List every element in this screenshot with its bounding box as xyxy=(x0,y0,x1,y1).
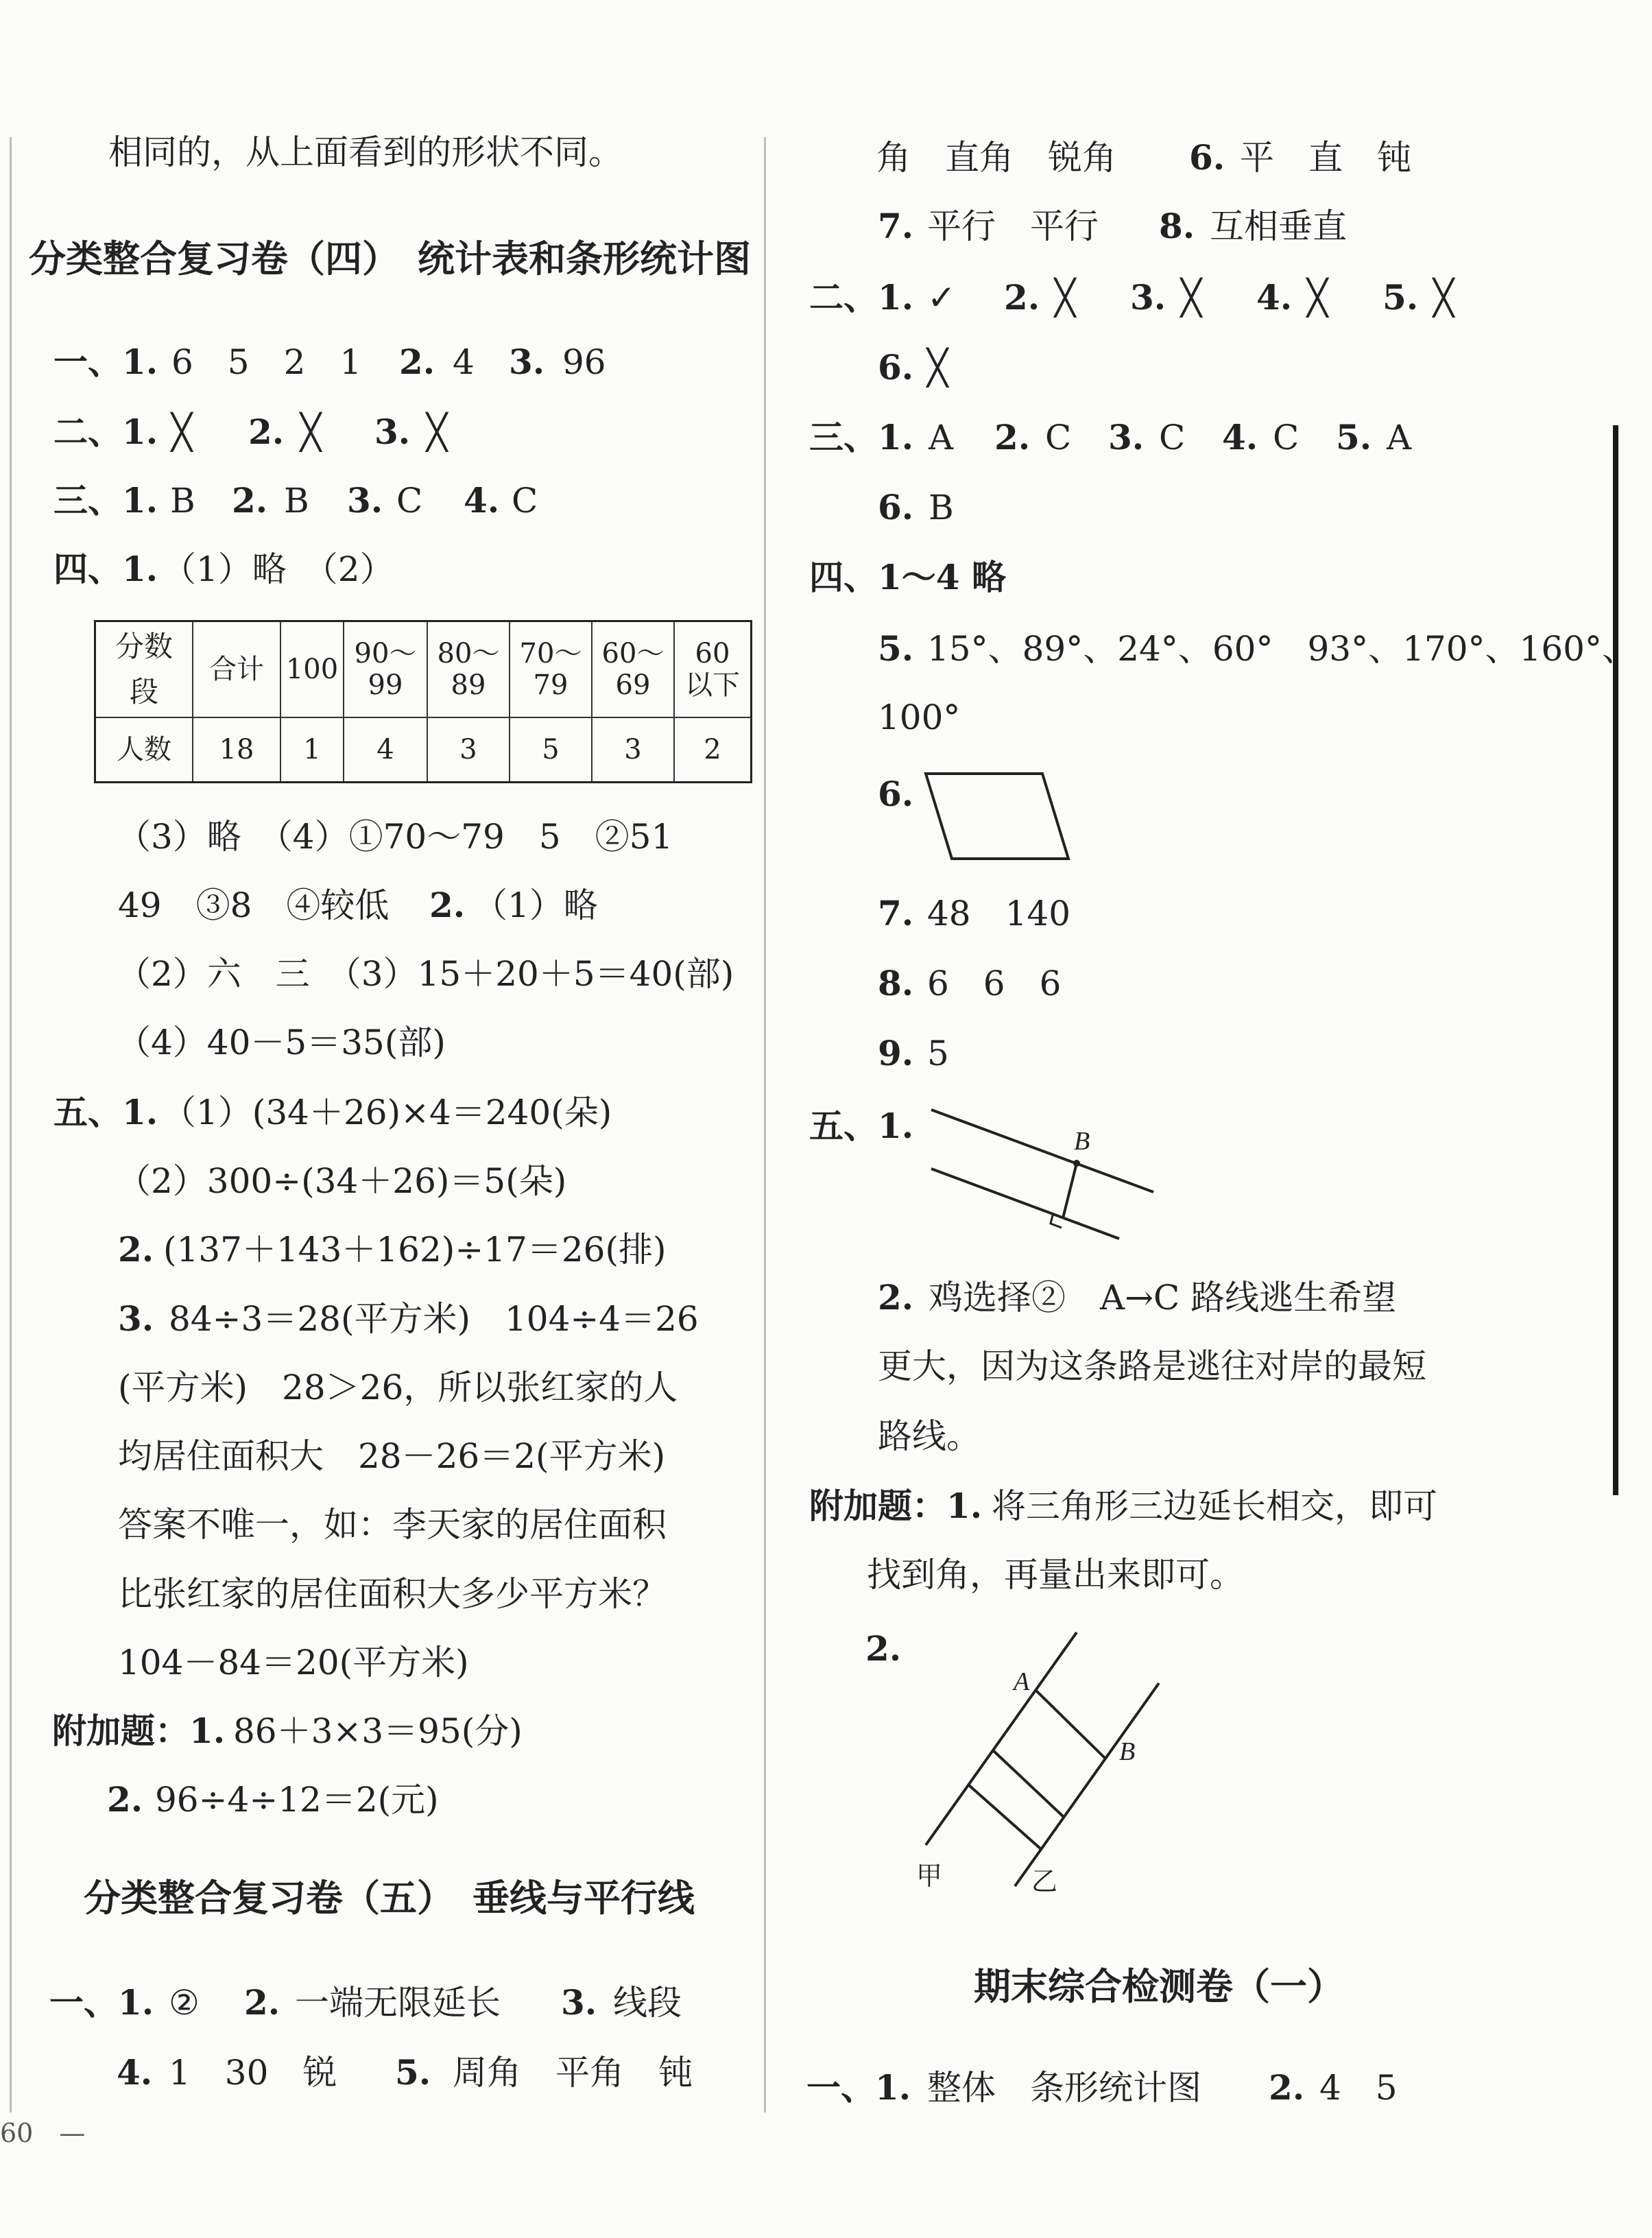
question-number: 五、1. xyxy=(809,1106,914,1146)
check-mark-icon: ✓ xyxy=(927,278,956,318)
question-number: 3. xyxy=(118,1298,154,1339)
section-heading-4: 分类整合复习卷（四） 统计表和条形统计图 xyxy=(29,237,751,281)
binding-edge-shadow xyxy=(1613,425,1618,1495)
question-number: 2. xyxy=(865,1628,902,1669)
question-number: 3. xyxy=(374,412,411,452)
line-label-yi: 乙 xyxy=(1031,1868,1058,1896)
wrong-mark-icon: ╳ xyxy=(300,412,322,452)
question-number: 5. xyxy=(1336,417,1372,457)
answer-text: 100° xyxy=(878,698,961,737)
answer-text: A xyxy=(1387,418,1412,457)
question-number: 2. xyxy=(399,342,435,382)
answer-text: 5 xyxy=(927,1034,949,1073)
answer-text: 6 6 6 xyxy=(927,964,1062,1003)
left-margin-rule xyxy=(10,137,12,2112)
parallelogram-figure xyxy=(919,768,1084,864)
question-number: 5. xyxy=(1382,277,1419,318)
table-header-cell: 60 以下 xyxy=(674,621,752,717)
wrong-mark-icon: ╳ xyxy=(1055,278,1076,318)
point-b-label: B xyxy=(1119,1737,1136,1766)
answer-text: C xyxy=(512,481,538,521)
answer-text: A xyxy=(929,418,954,457)
answer-text: 将三角形三边延长相交，即可 xyxy=(992,1486,1437,1526)
answer-text: 路线。 xyxy=(878,1416,981,1456)
question-number: 2. xyxy=(244,1982,280,2023)
table-cell: 人数 xyxy=(95,717,193,783)
question-number: 3. xyxy=(1108,417,1145,457)
question-number: 3. xyxy=(561,1982,597,2023)
question-number: 2. xyxy=(118,1229,154,1270)
question-number: 2. xyxy=(248,412,285,452)
answer-text: 4 xyxy=(453,342,475,382)
answer-text: 4 5 xyxy=(1319,2068,1398,2108)
question-number: 6. xyxy=(878,347,914,388)
question-number: 2. xyxy=(429,885,466,925)
wrong-mark-icon: ╳ xyxy=(427,412,448,452)
answer-text: 答案不唯一，如：李天家的居住面积 xyxy=(118,1505,667,1545)
question-number: 2. xyxy=(994,417,1031,457)
question-number: 8. xyxy=(878,963,914,1003)
wrong-mark-icon: ╳ xyxy=(171,412,193,452)
table-cell: 3 xyxy=(592,717,674,783)
answer-text: 鸡选择② A→C 路线逃生希望 xyxy=(929,1278,1397,1318)
answer-text: （1）略 （2） xyxy=(162,549,394,589)
answer-text: 平 直 钝 xyxy=(1240,138,1411,178)
question-number: 附加题：1. xyxy=(809,1486,983,1526)
section-heading-5: 分类整合复习卷（五） 垂线与平行线 xyxy=(84,1876,695,1920)
question-number: 2. xyxy=(232,480,268,521)
table-header-cell: 90～ 99 xyxy=(344,621,427,717)
answer-text: 104－84＝20(平方米) xyxy=(118,1643,469,1682)
column-divider xyxy=(764,137,766,2112)
question-number: 3. xyxy=(1130,277,1166,318)
answer-text: 48 140 xyxy=(927,894,1071,933)
question-number: 3. xyxy=(509,342,545,382)
answer-text: 一端无限延长 xyxy=(295,1983,501,2023)
answer-text: C xyxy=(1159,418,1186,457)
table-header-cell: 70～ 79 xyxy=(510,621,592,717)
answer-text: 找到角，再量出来即可。 xyxy=(867,1555,1244,1595)
answer-text: C xyxy=(1045,418,1072,457)
question-number: 4. xyxy=(117,2052,153,2093)
answer-text: （1）(34＋26)×4＝240(朵) xyxy=(162,1093,612,1132)
table-cell: 5 xyxy=(510,717,592,783)
answer-text: 周角 平角 钝 xyxy=(453,2053,693,2093)
score-table xyxy=(94,620,752,783)
question-number: 2. xyxy=(107,1779,143,1820)
table-header-cell: 分数段 xyxy=(95,621,193,717)
table-header-cell: 60～ 69 xyxy=(592,621,674,717)
answer-text: 互相垂直 xyxy=(1210,206,1347,246)
answer-text: （2）六 三 （3）15＋20＋5＝40(部) xyxy=(117,954,734,994)
section-heading-final-exam: 期末综合检测卷（一） xyxy=(974,1964,1344,2008)
question-number: 4. xyxy=(1222,417,1258,457)
question-number: 附加题：1. xyxy=(52,1711,226,1751)
answer-text: 1 30 锐 xyxy=(169,2053,337,2093)
answer-text: （3）略 （4）①70～79 5 ②51 xyxy=(117,817,673,857)
answer-text: C xyxy=(396,481,423,521)
answer-text: 96 xyxy=(562,342,606,382)
question-number: 一、1. xyxy=(49,1982,154,2023)
question-number: 一、1. xyxy=(806,2067,911,2108)
question-number: 3. xyxy=(347,480,383,521)
answer-text: ② xyxy=(169,1983,200,2023)
answer-text: 6 5 2 1 xyxy=(171,342,362,382)
question-number: 8. xyxy=(1159,206,1195,246)
answer-text: 均居住面积大 28－26＝2(平方米) xyxy=(118,1436,666,1476)
question-number: 4. xyxy=(464,480,500,521)
question-number: 三、1. xyxy=(809,417,914,457)
question-number: 5. xyxy=(878,628,914,669)
text-line: 相同的，从上面看到的形状不同。 xyxy=(108,132,623,172)
question-number: 三、1. xyxy=(53,480,158,521)
line-label-jia: 甲 xyxy=(916,1862,943,1891)
wrong-mark-icon: ╳ xyxy=(1181,278,1202,318)
answer-text: 15°、89°、24°、60° 93°、170°、160°、 xyxy=(927,629,1636,669)
wrong-mark-icon: ╳ xyxy=(927,348,948,388)
answer-text: 比张红家的居住面积大多少平方米？ xyxy=(118,1574,667,1614)
point-a-label: A xyxy=(1014,1667,1030,1696)
question-number: 4. xyxy=(1256,277,1293,318)
answer-text: 整体 条形统计图 xyxy=(927,2068,1201,2108)
answer-text: B xyxy=(929,488,954,527)
answer-text: 平行 平行 xyxy=(927,206,1099,246)
table-header-cell: 100 xyxy=(280,621,344,717)
wrong-mark-icon: ╳ xyxy=(1433,278,1455,318)
question-number: 四、1. xyxy=(53,549,158,589)
answer-text: 84÷3＝28(平方米) 104÷4＝26 xyxy=(169,1299,699,1339)
answer-text: （1）略 xyxy=(473,885,598,925)
question-number: 6. xyxy=(878,774,914,814)
question-number: 6. xyxy=(878,487,914,527)
table-cell: 1 xyxy=(280,717,344,783)
question-number: 2. xyxy=(1269,2067,1305,2108)
question-number: 二、1. xyxy=(809,277,914,318)
question-number: 7. xyxy=(878,206,914,246)
table-header-cell: 80～ 89 xyxy=(427,621,510,717)
point-b-label: B xyxy=(1074,1127,1090,1156)
page-number: 60 — xyxy=(0,2118,86,2148)
question-number: 6. xyxy=(1189,137,1225,178)
answer-text: 96÷4÷12＝2(元) xyxy=(155,1780,439,1820)
answer-text: (平方米) 28＞26，所以张红家的人 xyxy=(118,1368,678,1407)
question-number: 二、1. xyxy=(53,412,158,452)
parallel-lines-distance-figure xyxy=(926,1097,1159,1248)
table-cell: 3 xyxy=(427,717,510,783)
question-number: 2. xyxy=(878,1277,914,1318)
question-number: 5. xyxy=(395,2052,431,2093)
answer-text: (137＋143＋162)÷17＝26(排) xyxy=(163,1230,667,1270)
question-number: 2. xyxy=(1004,277,1040,318)
answer-text: C xyxy=(1273,418,1300,457)
wrong-mark-icon: ╳ xyxy=(1307,278,1328,318)
answer-text: （2）300÷(34＋26)＝5(朵) xyxy=(117,1161,567,1201)
answer-text: B xyxy=(284,481,309,521)
answer-text: 更大，因为这条路是逃往对岸的最短 xyxy=(878,1346,1426,1386)
answer-text: 线段 xyxy=(613,1983,682,2023)
question-number: 五、1. xyxy=(53,1092,158,1132)
question-number: 7. xyxy=(878,893,914,933)
ladder-figure xyxy=(905,1619,1180,1896)
question-number: 9. xyxy=(878,1033,914,1073)
answer-text: 86＋3×3＝95(分) xyxy=(233,1711,523,1751)
table-cell: 2 xyxy=(674,717,752,783)
answer-text: 49 ③8 ④较低 xyxy=(118,885,390,925)
answer-text: B xyxy=(170,481,195,521)
table-cell: 4 xyxy=(344,717,427,783)
table-cell: 18 xyxy=(193,717,280,783)
question-number: 一、1. xyxy=(53,342,158,382)
answer-text: 角 直角 锐角 xyxy=(876,138,1116,178)
table-header-cell: 合计 xyxy=(193,621,280,717)
answer-text: （4）40－5＝35(部) xyxy=(117,1023,446,1062)
question-number: 四、1～4 略 xyxy=(809,557,1006,597)
